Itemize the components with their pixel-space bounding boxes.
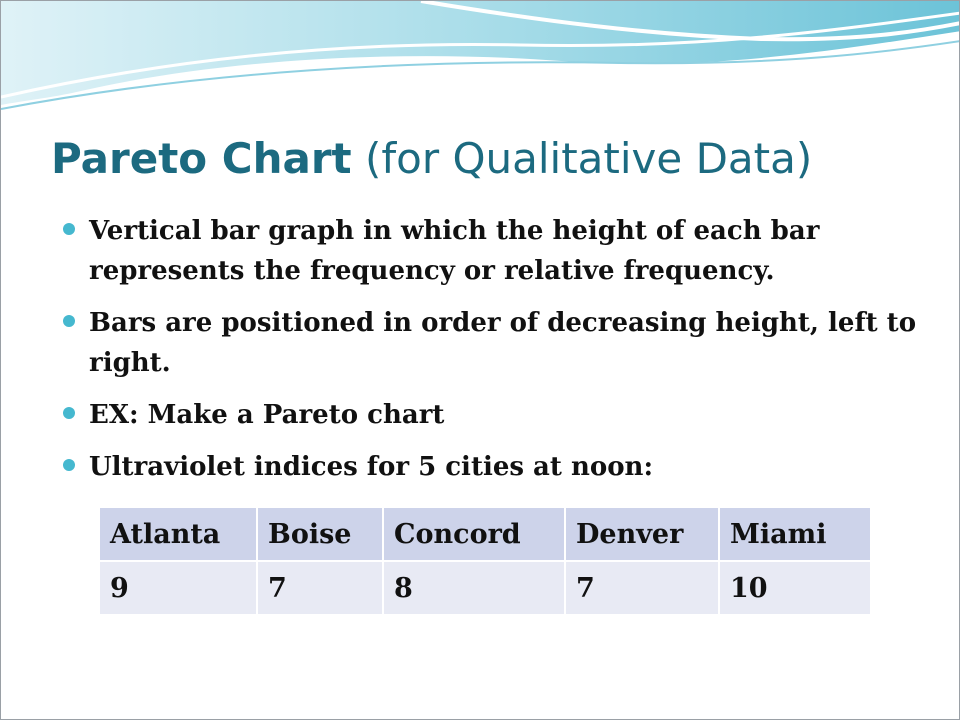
bullet-text: Vertical bar graph in which the height of each bar represents the frequency or relative frequency. xyxy=(89,216,820,286)
bullet-dot-icon xyxy=(63,459,75,471)
decorative-wave-header xyxy=(1,1,960,131)
bullet-dot-icon xyxy=(63,223,75,235)
uv-index-table xyxy=(98,506,872,616)
table-cell: 8 xyxy=(383,561,565,615)
bullet-text: Bars are positioned in order of decreasing height, left to right. xyxy=(89,308,917,378)
table-header-cell: Boise xyxy=(257,507,383,561)
table-header-row xyxy=(99,507,871,561)
slide-title-rest: (for Qualitative Data) xyxy=(364,134,813,183)
bullet-dot-icon xyxy=(63,315,75,327)
table-row xyxy=(99,561,871,615)
table-cell: 10 xyxy=(719,561,871,615)
slide-title-bold: Pareto Chart xyxy=(51,134,352,183)
bullet-text: Ultraviolet indices for 5 cities at noon: xyxy=(89,452,654,482)
table-header-cell: Concord xyxy=(383,507,565,561)
bullet-item xyxy=(63,211,923,291)
table-header-cell: Miami xyxy=(719,507,871,561)
table-header-cell: Atlanta xyxy=(99,507,257,561)
bullet-list xyxy=(63,211,923,499)
bullet-item xyxy=(63,447,923,487)
table-cell: 7 xyxy=(565,561,719,615)
table-cell: 7 xyxy=(257,561,383,615)
bullet-text: EX: Make a Pareto chart xyxy=(89,400,445,430)
bullet-item xyxy=(63,303,923,383)
table-cell: 9 xyxy=(99,561,257,615)
bullet-item xyxy=(63,395,923,435)
slide-title xyxy=(51,129,812,189)
table-header-cell: Denver xyxy=(565,507,719,561)
bullet-dot-icon xyxy=(63,407,75,419)
